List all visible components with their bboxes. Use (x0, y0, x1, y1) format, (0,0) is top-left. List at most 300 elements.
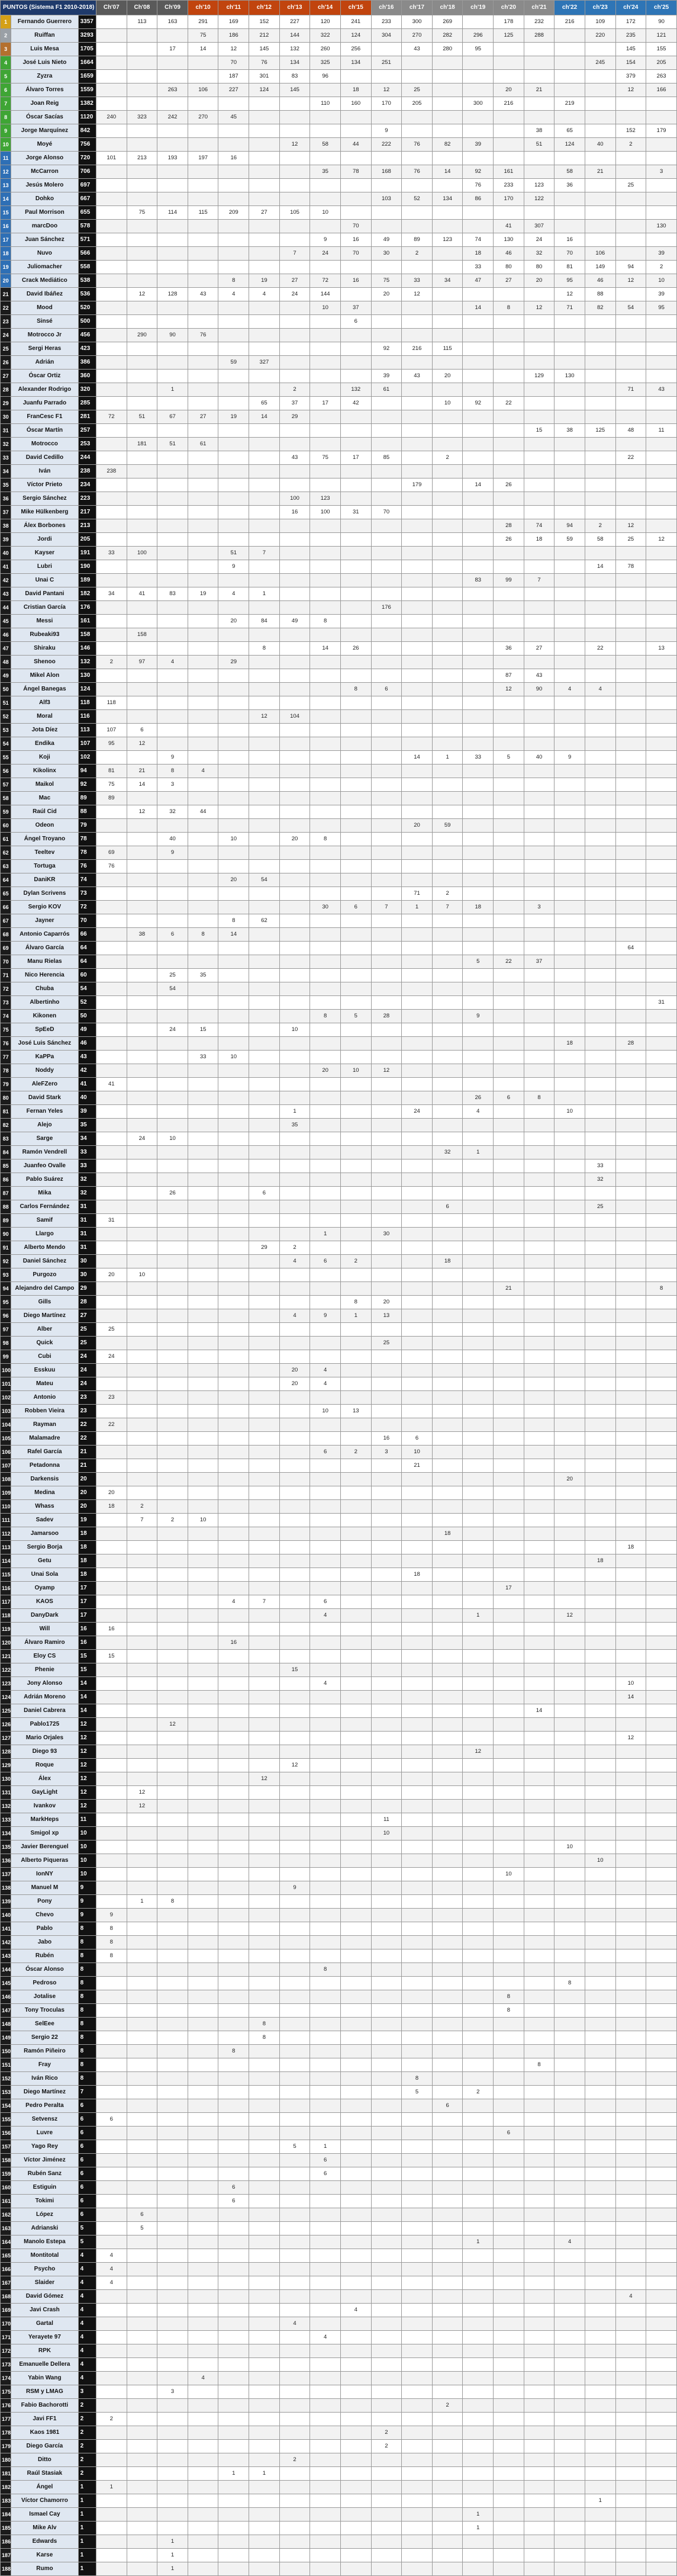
season-points (555, 478, 585, 492)
season-points (494, 1323, 524, 1337)
season-points: 31 (96, 1214, 127, 1228)
season-points (585, 1459, 615, 1473)
season-points (432, 1500, 463, 1514)
player-name: Alejandro del Campo (11, 1282, 78, 1296)
season-points (615, 2467, 646, 2481)
season-points (494, 1010, 524, 1023)
season-points (249, 942, 280, 955)
player-name: Moral (11, 710, 78, 724)
season-points: 106 (188, 83, 218, 97)
season-points (646, 1323, 677, 1337)
season-points (340, 1187, 371, 1200)
season-points (615, 1786, 646, 1800)
season-points: 7 (127, 1514, 157, 1527)
season-points (402, 765, 433, 778)
season-points (279, 438, 310, 451)
season-points (188, 1759, 218, 1772)
season-points: 8 (310, 1963, 341, 1977)
season-points (463, 1405, 494, 1418)
season-points (96, 1977, 127, 1990)
season-points (96, 2562, 127, 2576)
season-points (555, 724, 585, 737)
position-cell: 134 (1, 1827, 11, 1841)
season-points (585, 805, 615, 819)
table-row (1, 2167, 677, 2181)
season-points (615, 2181, 646, 2195)
season-points (188, 1813, 218, 1827)
season-points (127, 1187, 157, 1200)
table-row (1, 1841, 677, 1854)
season-points (494, 2549, 524, 2562)
season-points (402, 410, 433, 424)
season-points (494, 1078, 524, 1091)
total-points: 31 (78, 1241, 96, 1255)
season-points (555, 1936, 585, 1949)
position-cell: 139 (1, 1895, 11, 1909)
position-cell: 104 (1, 1418, 11, 1432)
season-points (218, 2058, 249, 2072)
season-points (402, 1895, 433, 1909)
season-points (249, 1759, 280, 1772)
season-points (524, 846, 555, 860)
season-points (127, 2018, 157, 2031)
season-points (96, 1732, 127, 1745)
season-points: 19 (218, 410, 249, 424)
season-points (340, 1514, 371, 1527)
season-points (218, 1650, 249, 1663)
season-points (340, 2045, 371, 2058)
season-points (371, 887, 402, 901)
season-points (402, 70, 433, 83)
season-points: 65 (555, 124, 585, 138)
season-points (463, 1350, 494, 1364)
season-points (432, 2222, 463, 2235)
season-points (555, 560, 585, 574)
position-cell: 172 (1, 2344, 11, 2358)
season-points (463, 1759, 494, 1772)
season-points: 27 (188, 410, 218, 424)
season-points (494, 2045, 524, 2058)
season-points (340, 1159, 371, 1173)
player-name: Raúl Stasiak (11, 2467, 78, 2481)
season-points (371, 1418, 402, 1432)
total-points: 12 (78, 1745, 96, 1759)
position-cell: 95 (1, 1296, 11, 1309)
position-cell: 2 (1, 29, 11, 43)
season-points (555, 2385, 585, 2399)
season-points (371, 1173, 402, 1187)
season-points (218, 329, 249, 342)
position-cell: 126 (1, 1718, 11, 1732)
season-points (96, 1786, 127, 1800)
position-cell: 42 (1, 574, 11, 587)
season-points (615, 737, 646, 751)
position-cell: 164 (1, 2235, 11, 2249)
season-points (96, 1064, 127, 1078)
season-points (340, 1732, 371, 1745)
season-points (249, 2195, 280, 2208)
season-points (494, 2099, 524, 2113)
season-points (402, 1718, 433, 1732)
season-points (96, 982, 127, 996)
position-cell: 46 (1, 628, 11, 642)
season-points (555, 1282, 585, 1296)
season-points (585, 2018, 615, 2031)
season-points (310, 2127, 341, 2140)
season-points (96, 2031, 127, 2045)
season-points (524, 833, 555, 846)
season-points (463, 1990, 494, 2004)
season-points (96, 2222, 127, 2235)
season-points (463, 1200, 494, 1214)
season-points (279, 329, 310, 342)
season-points (218, 601, 249, 615)
season-points (432, 860, 463, 873)
season-points (218, 451, 249, 465)
season-points: 170 (494, 192, 524, 206)
season-points (585, 83, 615, 97)
season-points (279, 1432, 310, 1446)
table-row (1, 1119, 677, 1132)
position-cell: 108 (1, 1473, 11, 1486)
season-points: 35 (310, 165, 341, 179)
season-points: 90 (524, 683, 555, 696)
season-points (524, 2426, 555, 2440)
season-points (279, 778, 310, 792)
season-points: 132 (340, 383, 371, 397)
season-points (157, 370, 188, 383)
season-points (402, 1337, 433, 1350)
season-points (432, 1337, 463, 1350)
season-points: 15 (96, 1650, 127, 1663)
season-points (310, 2522, 341, 2535)
season-points (402, 2276, 433, 2290)
season-points (218, 1786, 249, 1800)
position-cell: 11 (1, 152, 11, 165)
season-points (218, 1745, 249, 1759)
total-points: 30 (78, 1255, 96, 1268)
season-points (249, 247, 280, 261)
season-points: 70 (340, 220, 371, 233)
season-points: 14 (463, 478, 494, 492)
season-points: 22 (494, 955, 524, 969)
season-points: 8 (524, 2058, 555, 2072)
season-points (127, 2099, 157, 2113)
season-points (585, 383, 615, 397)
season-points (463, 710, 494, 724)
season-points: 1 (157, 2562, 188, 2576)
season-points (310, 2113, 341, 2127)
season-points (646, 478, 677, 492)
season-points (249, 1214, 280, 1228)
season-points (157, 955, 188, 969)
season-points (555, 887, 585, 901)
season-points: 120 (310, 15, 341, 29)
season-points (157, 1936, 188, 1949)
season-points (218, 2372, 249, 2385)
season-points (371, 1554, 402, 1568)
season-points (432, 152, 463, 165)
season-points (494, 1895, 524, 1909)
season-points (555, 1623, 585, 1636)
season-points (494, 465, 524, 478)
season-points (188, 2508, 218, 2522)
table-row (1, 397, 677, 410)
season-points (371, 2113, 402, 2127)
season-points (96, 397, 127, 410)
season-points (188, 2522, 218, 2535)
position-cell: 10 (1, 138, 11, 152)
position-cell: 181 (1, 2467, 11, 2481)
season-points (127, 2031, 157, 2045)
season-points (371, 2549, 402, 2562)
season-points (646, 2004, 677, 2018)
player-name: Ángel (11, 2481, 78, 2494)
season-points (279, 1541, 310, 1554)
season-points (249, 656, 280, 669)
season-points (432, 465, 463, 478)
total-points: 40 (78, 1091, 96, 1105)
season-points (157, 819, 188, 833)
season-points (463, 615, 494, 628)
season-points (432, 1977, 463, 1990)
season-points (463, 1841, 494, 1854)
season-points (432, 2235, 463, 2249)
season-points: 12 (249, 1772, 280, 1786)
season-points (585, 2045, 615, 2058)
total-points: 32 (78, 1173, 96, 1187)
season-points (157, 1337, 188, 1350)
season-points (310, 83, 341, 97)
season-points (585, 451, 615, 465)
season-points (585, 1868, 615, 1881)
season-points (402, 1091, 433, 1105)
season-points: 39 (463, 138, 494, 152)
season-points (432, 1786, 463, 1800)
season-points (585, 1691, 615, 1704)
season-points: 94 (555, 519, 585, 533)
player-name: Pedro Peralta (11, 2099, 78, 2113)
season-points (615, 955, 646, 969)
season-points (127, 274, 157, 288)
season-header: Ch'09 (157, 1, 188, 15)
season-points (218, 261, 249, 274)
season-points (340, 751, 371, 765)
season-points (585, 1187, 615, 1200)
total-points: 4 (78, 2331, 96, 2344)
season-points (646, 656, 677, 669)
season-points (188, 1078, 218, 1091)
table-row (1, 778, 677, 792)
season-points (494, 1105, 524, 1119)
player-name: López (11, 2208, 78, 2222)
season-points (432, 1582, 463, 1595)
season-points: 16 (371, 1432, 402, 1446)
total-points: 189 (78, 574, 96, 587)
table-row (1, 2208, 677, 2222)
season-points (249, 1364, 280, 1377)
season-points (555, 2167, 585, 2181)
season-points (157, 70, 188, 83)
season-points (615, 805, 646, 819)
season-points (249, 1282, 280, 1296)
season-points (310, 1949, 341, 1963)
position-cell: 169 (1, 2304, 11, 2317)
season-points (585, 329, 615, 342)
total-points: 9 (78, 1909, 96, 1922)
season-points (402, 356, 433, 370)
season-points: 14 (402, 751, 433, 765)
season-points (402, 1745, 433, 1759)
season-points: 25 (402, 83, 433, 97)
position-cell: 158 (1, 2154, 11, 2167)
player-name: Sergio Sánchez (11, 492, 78, 506)
season-points: 12 (218, 43, 249, 56)
season-points (127, 1146, 157, 1159)
season-points (340, 1990, 371, 2004)
season-points (310, 887, 341, 901)
season-points (585, 1364, 615, 1377)
position-cell: 142 (1, 1936, 11, 1949)
season-points (340, 2086, 371, 2099)
season-points (585, 1527, 615, 1541)
season-points (310, 982, 341, 996)
season-points (432, 2522, 463, 2535)
season-points (127, 2235, 157, 2249)
table-row (1, 29, 677, 43)
season-points (646, 1064, 677, 1078)
season-points (524, 2494, 555, 2508)
season-points (279, 2494, 310, 2508)
season-points (615, 1704, 646, 1718)
total-points: 2 (78, 2440, 96, 2453)
season-points (494, 1486, 524, 1500)
season-points (157, 2399, 188, 2413)
season-points (555, 601, 585, 615)
season-points (402, 206, 433, 220)
season-points (494, 2522, 524, 2535)
season-points (127, 2481, 157, 2494)
season-points (524, 778, 555, 792)
season-points (555, 1337, 585, 1350)
table-row (1, 1827, 677, 1841)
season-points (463, 1868, 494, 1881)
season-points: 8 (402, 2072, 433, 2086)
season-points: 242 (157, 111, 188, 124)
season-points (524, 1732, 555, 1745)
season-points (340, 1677, 371, 1691)
total-points: 33 (78, 1146, 96, 1159)
season-points (340, 2399, 371, 2413)
position-cell: 81 (1, 1105, 11, 1119)
total-points: 6 (78, 2140, 96, 2154)
season-points (585, 1473, 615, 1486)
total-points: 43 (78, 1051, 96, 1064)
season-points (371, 492, 402, 506)
season-points (188, 2222, 218, 2235)
season-points (218, 1064, 249, 1078)
season-points: 44 (188, 805, 218, 819)
season-points (646, 1554, 677, 1568)
season-points (279, 696, 310, 710)
season-points (524, 1609, 555, 1623)
position-cell: 76 (1, 1037, 11, 1051)
season-points (432, 1473, 463, 1486)
season-points (371, 2222, 402, 2235)
season-points: 4 (279, 2317, 310, 2331)
season-points (494, 2208, 524, 2222)
season-points (463, 1337, 494, 1350)
season-points (463, 2195, 494, 2208)
table-row (1, 2481, 677, 2494)
season-points (340, 1500, 371, 1514)
season-points (96, 261, 127, 274)
table-row (1, 1963, 677, 1977)
season-points (218, 2535, 249, 2549)
season-points (463, 111, 494, 124)
season-points (310, 533, 341, 547)
season-points (188, 1364, 218, 1377)
season-points (218, 1173, 249, 1187)
season-points (555, 1119, 585, 1132)
season-points (402, 1323, 433, 1337)
season-points: 26 (340, 642, 371, 656)
season-points (646, 2344, 677, 2358)
season-points: 125 (494, 29, 524, 43)
season-points: 18 (432, 1255, 463, 1268)
season-points (188, 2358, 218, 2372)
season-points (432, 1486, 463, 1500)
season-points: 205 (402, 97, 433, 111)
season-points (463, 1309, 494, 1323)
total-points: 217 (78, 506, 96, 519)
table-row (1, 1922, 677, 1936)
season-points (96, 2235, 127, 2249)
season-points (188, 819, 218, 833)
season-points (310, 1486, 341, 1500)
total-points: 4 (78, 2317, 96, 2331)
season-points (463, 1623, 494, 1636)
position-cell: 167 (1, 2276, 11, 2290)
season-points (127, 1296, 157, 1309)
season-points (555, 737, 585, 751)
season-points (310, 261, 341, 274)
season-points (494, 1881, 524, 1895)
table-row (1, 1636, 677, 1650)
season-points (127, 710, 157, 724)
season-points (646, 2099, 677, 2113)
season-points (463, 1527, 494, 1541)
season-points (188, 1459, 218, 1473)
season-points (615, 1813, 646, 1827)
player-name: Luvre (11, 2127, 78, 2140)
season-points (524, 1023, 555, 1037)
season-points (432, 1663, 463, 1677)
season-points (188, 1623, 218, 1636)
season-points (157, 1841, 188, 1854)
season-points (585, 1800, 615, 1813)
season-points (371, 1691, 402, 1704)
position-cell: 100 (1, 1364, 11, 1377)
season-points (494, 2535, 524, 2549)
season-points (218, 860, 249, 873)
total-points: 88 (78, 805, 96, 819)
player-name: Raúl Cid (11, 805, 78, 819)
season-points: 95 (555, 274, 585, 288)
season-points (524, 1677, 555, 1691)
table-body (1, 15, 677, 2576)
season-points (371, 301, 402, 315)
